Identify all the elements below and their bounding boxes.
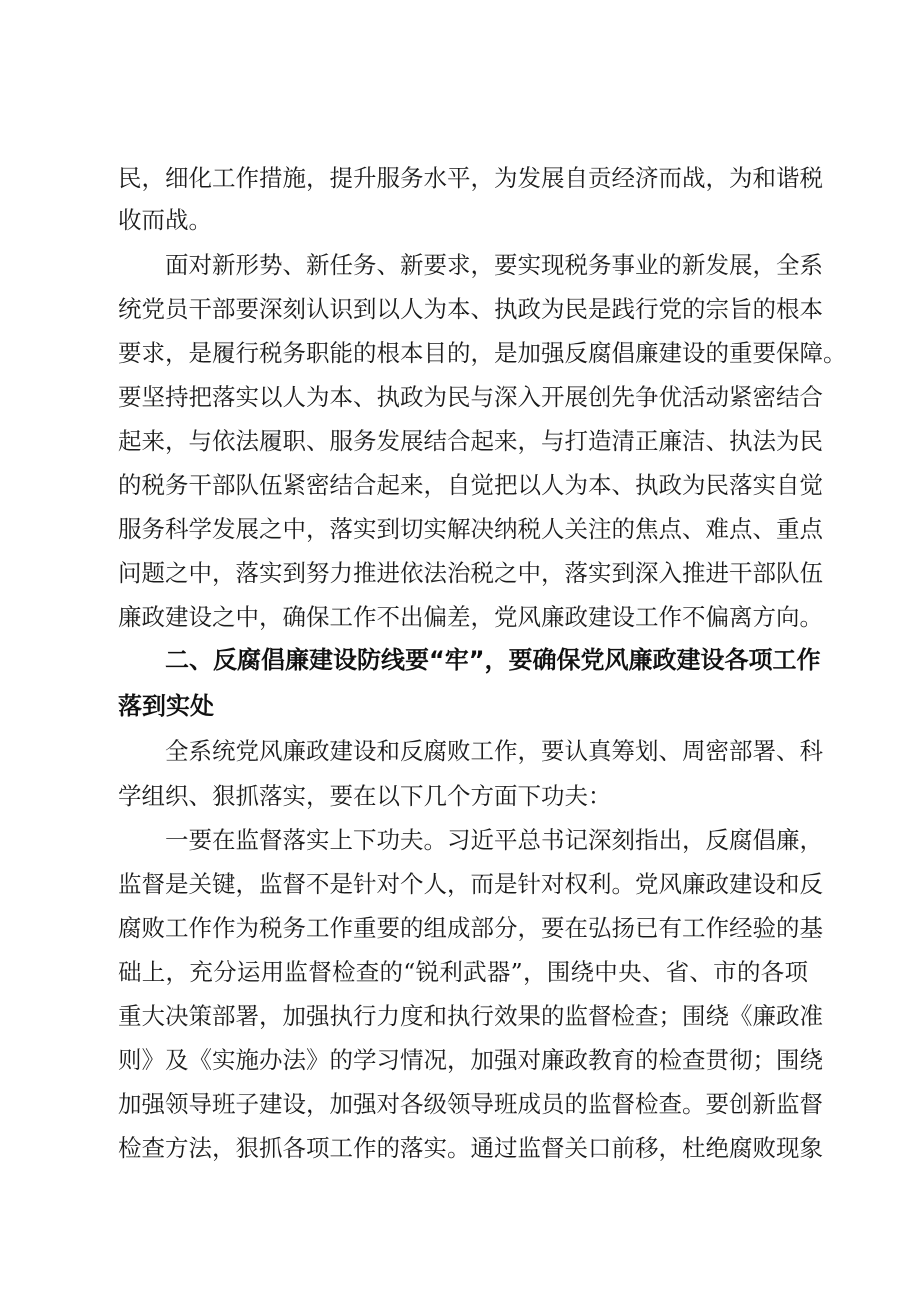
text-line: 民，细化工作措施，提升服务水平，为发展自贡经济而战，为和谐税 [118,164,823,192]
heading-line: 落到实处 [118,692,214,720]
text-line: 检查方法，狠抓各项工作的落实。通过监督关口前移，杜绝腐败现象 [118,1134,823,1162]
text-line: 问题之中，落实到努力推进依法治税之中，落实到深入推进干部队伍 [118,559,823,587]
text-line: 加强领导班子建设，加强对各级领导班成员的监督检查。要创新监督 [118,1090,823,1118]
text-line: 要坚持把落实以人为本、执政为民与深入开展创先争优活动紧密结合 [118,383,823,411]
text-line: 一要在监督落实上下功夫。习近平总书记深刻指出，反腐倡廉， [165,826,823,854]
text-line: 监督是关键，监督不是针对个人，而是针对权利。党风廉政建设和反 [118,870,823,898]
text-line: 础上，充分运用监督检查的“锐利武器”，围绕中央、省、市的各项 [118,958,808,986]
text-line: 收而战。 [118,206,212,234]
text-line: 学组织、狠抓落实，要在以下几个方面下功夫： [118,782,612,810]
text-line: 统党员干部要深刻认识到以人为本、执政为民是践行党的宗旨的根本 [118,295,823,323]
text-line: 面对新形势、新任务、新要求，要实现税务事业的新发展，全系 [165,251,823,279]
text-line: 廉政建设之中，确保工作不出偏差，党风廉政建设工作不偏离方向。 [118,603,823,631]
text-line: 要求，是履行税务职能的根本目的，是加强反腐倡廉建设的重要保障。 [118,339,847,367]
text-line: 的税务干部队伍紧密结合起来，自觉把以人为本、执政为民落实自觉 [118,471,823,499]
text-line: 服务科学发展之中，落实到切实解决纳税人关注的焦点、难点、重点 [118,515,823,543]
text-line: 则》及《实施办法》的学习情况，加强对廉政教育的检查贯彻；围绕 [118,1046,823,1074]
heading-line: 二、反腐倡廉建设防线要“牢”，要确保党风廉政建设各项工作 [165,646,821,674]
text-line: 起来，与依法履职、服务发展结合起来，与打造清正廉洁、执法为民 [118,427,823,455]
text-line: 重大决策部署，加强执行力度和执行效果的监督检查；围绕《廉政准 [118,1002,823,1030]
text-line: 腐败工作作为税务工作重要的组成部分，要在弘扬已有工作经验的基 [118,914,823,942]
text-line: 全系统党风廉政建设和反腐败工作，要认真筹划、周密部署、科 [165,737,823,765]
